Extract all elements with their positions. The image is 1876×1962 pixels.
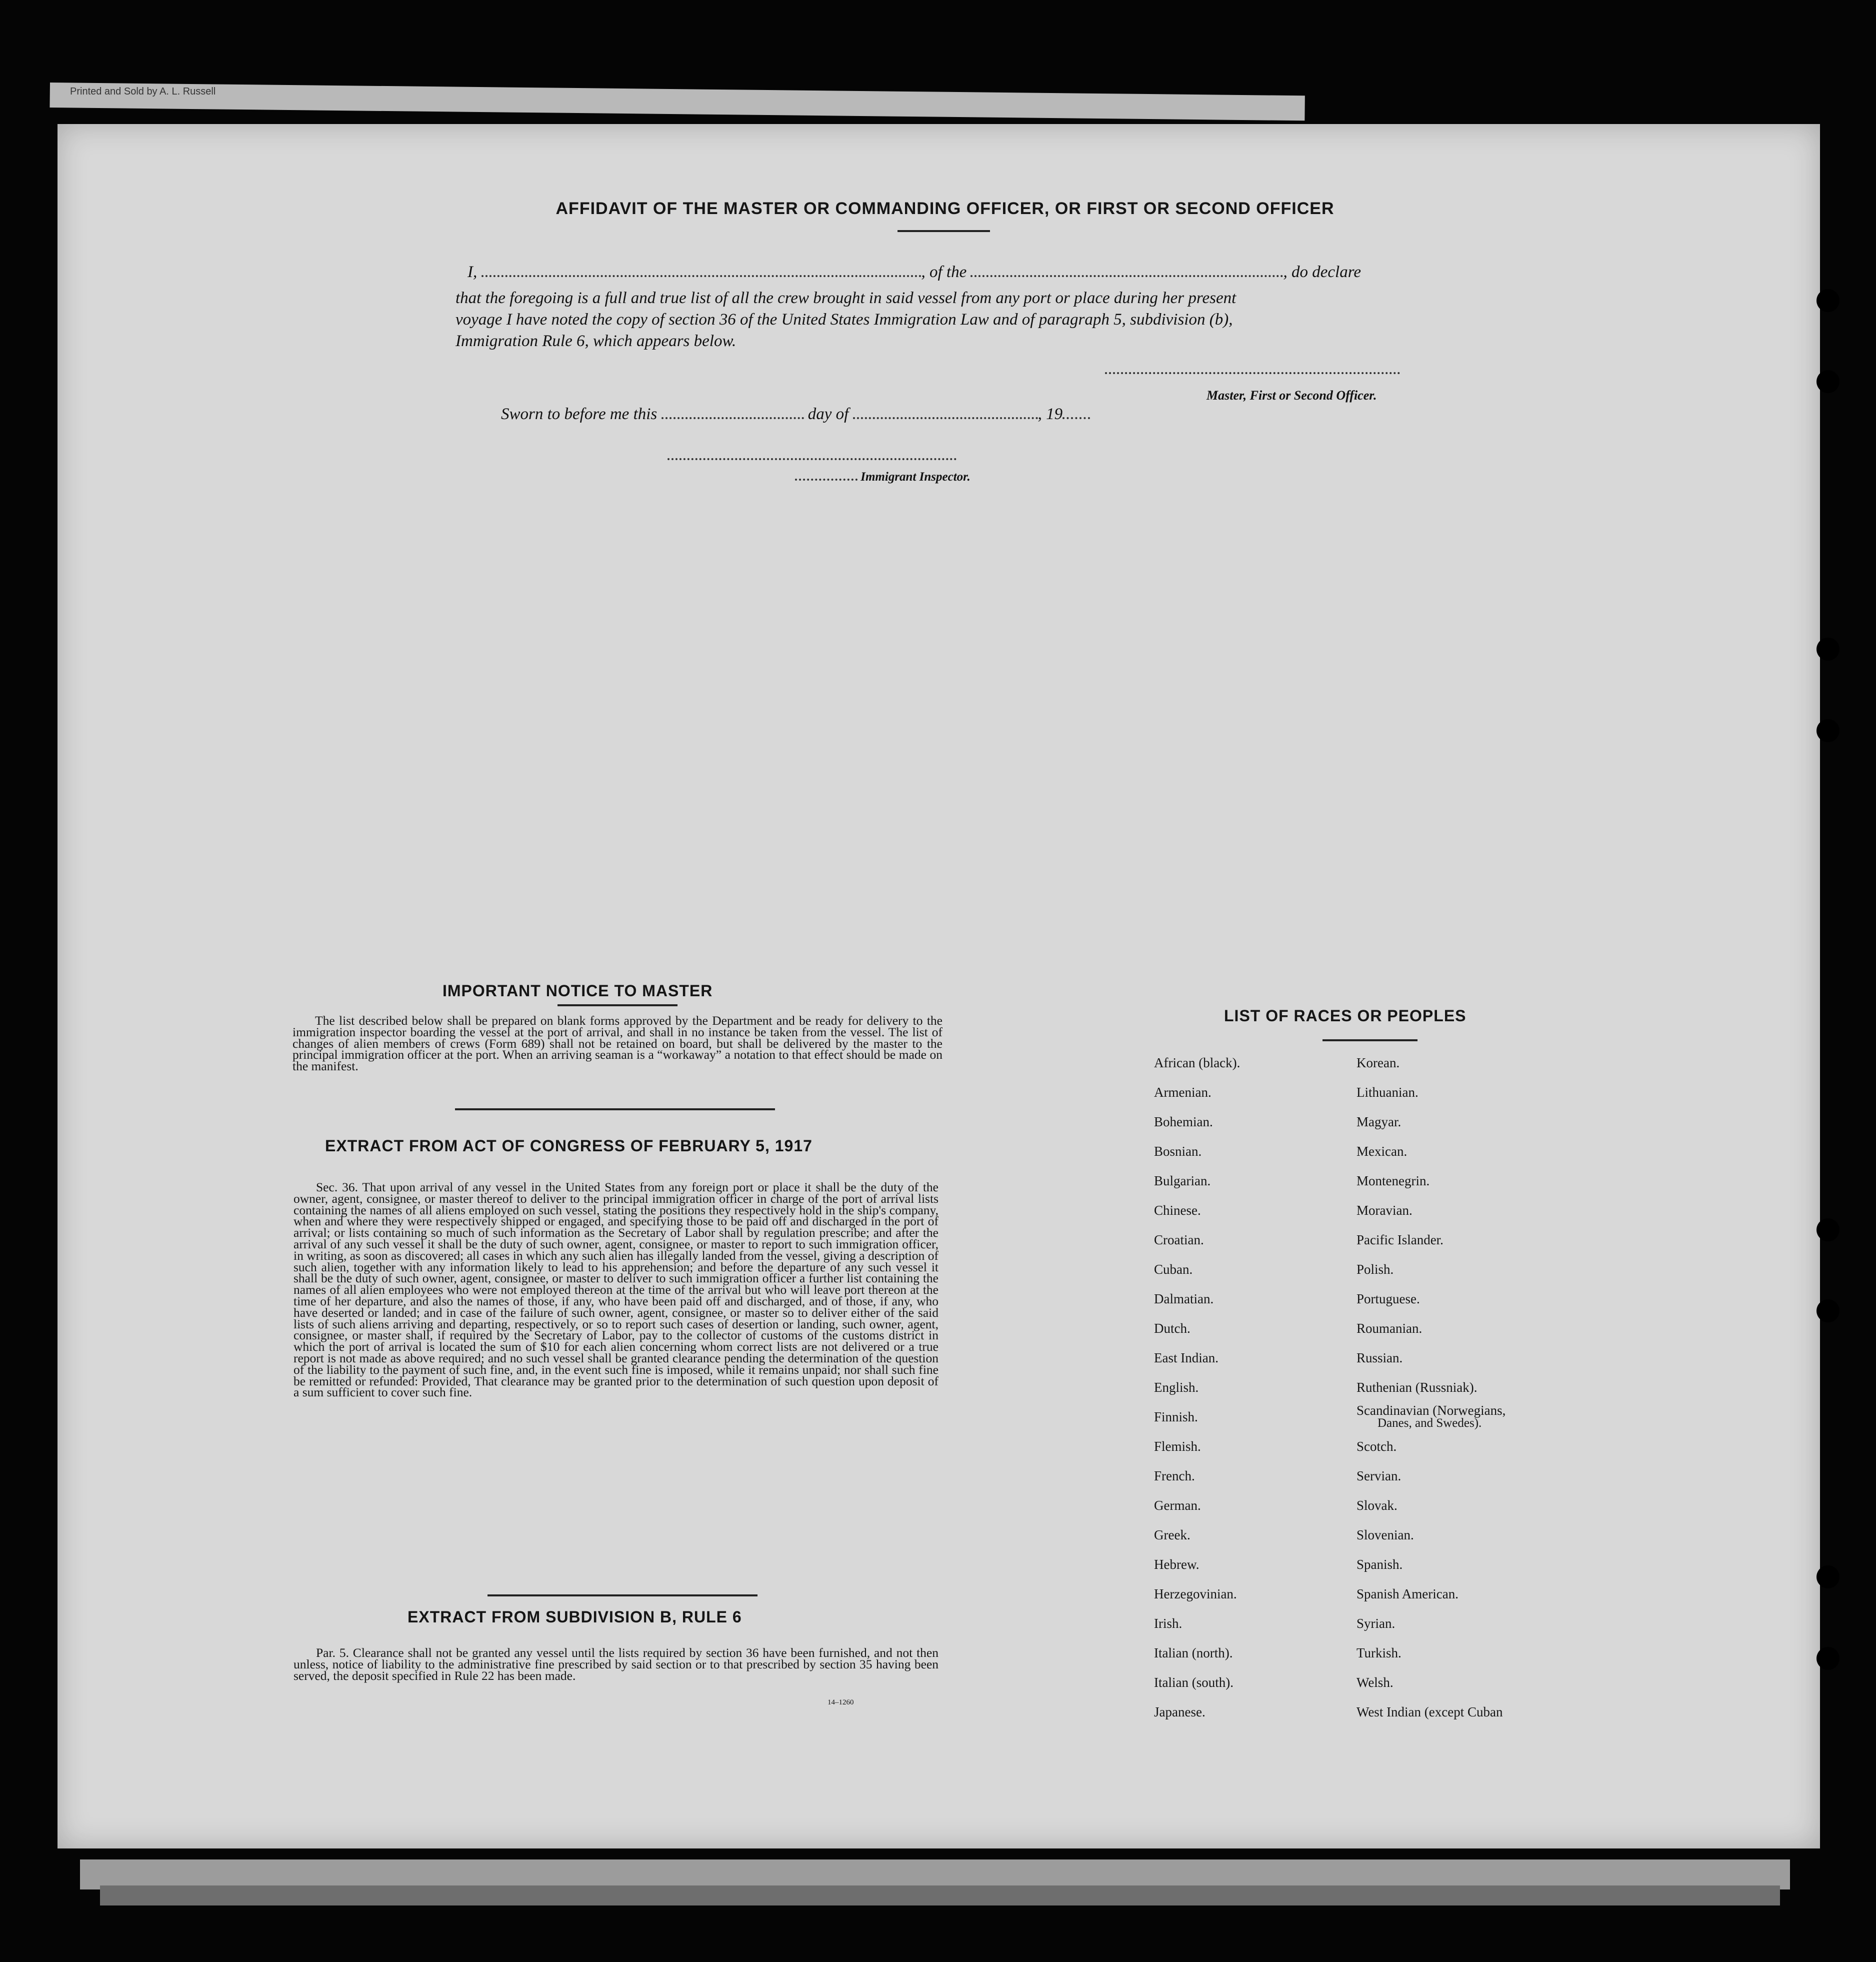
race-item: Ruthenian (Russniak). bbox=[1356, 1380, 1478, 1395]
affidavit-line4: Immigration Rule 6, which appears below. bbox=[456, 332, 736, 350]
race-item: Korean. bbox=[1356, 1055, 1400, 1070]
race-item: Montenegrin. bbox=[1356, 1173, 1430, 1188]
race-item: Flemish. bbox=[1154, 1439, 1201, 1454]
race-item: Polish. bbox=[1356, 1262, 1394, 1277]
sworn-month-blank bbox=[853, 417, 1038, 419]
master-caption: Master, First or Second Officer. bbox=[1206, 388, 1377, 403]
punch-hole bbox=[1816, 289, 1840, 312]
race-item: Finnish. bbox=[1154, 1409, 1198, 1424]
race-item: Croatian. bbox=[1154, 1232, 1204, 1247]
race-item: Moravian. bbox=[1356, 1203, 1412, 1218]
vessel-blank bbox=[970, 275, 1283, 277]
form-page bbox=[58, 124, 1820, 1848]
race-item: West Indian (except Cuban bbox=[1356, 1704, 1503, 1719]
race-item: Turkish. bbox=[1356, 1645, 1402, 1660]
race-item: Italian (north). bbox=[1154, 1645, 1233, 1660]
sworn-year-blank bbox=[1062, 417, 1090, 419]
race-item: Herzegovinian. bbox=[1154, 1586, 1237, 1601]
race-item: Cuban. bbox=[1154, 1262, 1193, 1277]
race-item: Dutch. bbox=[1154, 1321, 1190, 1336]
affidavit-line3: voyage I have noted the copy of section 36 of the United States Immigration Law and of paragraph 5, subdivision (b), bbox=[456, 311, 1233, 329]
race-item: Slovenian. bbox=[1356, 1527, 1414, 1542]
affidavit-line1 bbox=[468, 263, 1361, 282]
race-item: Syrian. bbox=[1356, 1616, 1396, 1631]
race-item: Scandinavian (Norwegians, bbox=[1356, 1403, 1506, 1418]
punch-hole bbox=[1816, 1647, 1840, 1670]
rule-top-rule bbox=[488, 1594, 758, 1596]
form-number: 14–1260 bbox=[828, 1698, 854, 1706]
inspector-caption bbox=[795, 470, 970, 484]
race-item: Servian. bbox=[1356, 1468, 1402, 1483]
race-item: Spanish. bbox=[1356, 1557, 1403, 1572]
inspector-blank bbox=[795, 479, 858, 481]
affidavit-title: AFFIDAVIT OF THE MASTER OR COMMANDING OFFICER, OR FIRST OR SECOND OFFICER bbox=[556, 199, 1334, 218]
sworn-year-label: , 19 bbox=[1038, 405, 1063, 423]
race-item: Roumanian. bbox=[1356, 1321, 1422, 1336]
race-item: Russian. bbox=[1356, 1350, 1403, 1365]
punch-hole bbox=[1816, 1218, 1840, 1241]
inspector-caption-text: Immigrant Inspector. bbox=[860, 470, 970, 484]
race-item: Bulgarian. bbox=[1154, 1173, 1211, 1188]
race-item-continuation: Danes, and Swedes). bbox=[1378, 1416, 1482, 1430]
notice-body: The list described below shall be prepared on blank forms approved by the Department and be ready for delivery to the immigration inspector boarding the vessel at the port of arrival, and shall in no instance be taken from the vessel. The list of changes of alien members of crews (Form 689) shall not be retained on board, but shall be delivered by the master to the principal immigration officer at the port. When an arriving seaman is a “workaway” a notation to that effect should be made on the manifest. bbox=[292, 1013, 942, 1074]
notice-title: IMPORTANT NOTICE TO MASTER bbox=[442, 982, 713, 1000]
race-item: Japanese. bbox=[1154, 1704, 1206, 1719]
race-item: Hebrew. bbox=[1154, 1557, 1200, 1572]
sworn-date-blank bbox=[662, 417, 804, 419]
race-item: Magyar. bbox=[1356, 1114, 1402, 1129]
punch-hole bbox=[1816, 370, 1840, 393]
title-rule bbox=[898, 230, 990, 232]
signature-line bbox=[1105, 372, 1400, 374]
race-item: African (black). bbox=[1154, 1055, 1240, 1070]
race-item: Chinese. bbox=[1154, 1203, 1201, 1218]
race-item: Welsh. bbox=[1356, 1675, 1394, 1690]
race-item: Slovak. bbox=[1356, 1498, 1398, 1513]
race-item: East Indian. bbox=[1154, 1350, 1218, 1365]
race-item: Mexican. bbox=[1356, 1144, 1408, 1159]
affidavit-line1-suffix: , do declare bbox=[1283, 263, 1361, 281]
notice-rule bbox=[558, 1004, 678, 1006]
race-item: Portuguese. bbox=[1356, 1291, 1420, 1306]
sworn-line bbox=[501, 405, 1090, 424]
rule-body: Par. 5. Clearance shall not be granted any vessel until the lists required by section 36 have been furnished, and not then unless, notice of liability to the administrative fine prescribed by said section or to that prescribed by section 35 having been served, the deposit specified in Rule 22 has been made. bbox=[294, 1645, 938, 1683]
punch-hole bbox=[1816, 1565, 1840, 1588]
punch-hole bbox=[1816, 719, 1840, 742]
printer-strip bbox=[50, 83, 1304, 121]
punch-hole bbox=[1816, 638, 1840, 661]
inspector-line bbox=[668, 458, 956, 460]
race-item: Dalmatian. bbox=[1154, 1291, 1214, 1306]
act-body: Sec. 36. That upon arrival of any vessel in the United States from any foreign port or place it shall be the duty of the owner, agent, consignee, or master thereof to deliver to the principal immigration officer in charge of the port of arrival lists containing the names of all aliens employed on such vessel, stating the positions they respectively hold in the ship's company, when and where they were respectively shipped or engaged, and specifying those to be paid off and discharged in the port of arrival; or lists containing so much of such information as the Secretary of Labor shall by regulation prescribe; and after the arrival of any such vessel it shall be the duty of such owner, agent, consignee, or master to report to such immigration officer, in writing, as soon as discovered; all cases in which any such alien has illegally landed from the vessel, giving a description of such alien, together with any information likely to lead to his apprehension; and before the departure of any such vessel it shall be the duty of such owner, agent, consignee, or master to deliver to such immigration officer a further list containing the names of all alien employees who were not employed thereon at the time of the arrival but who will leave port thereon at the time of her departure, and also the names of those, if any, who have been paid off and discharged, and of those, if any, who have deserted or landed; and in case of the failure of such owner, agent, consignee, or master so to deliver either of the said lists of such aliens arriving and departing, respectively, or so to report such cases of desertion or landing, such owner, agent, consignee, or master shall, if required by the Secretary of Labor, pay to the collector of customs of the customs district in which the port of arrival is located the sum of $10 for each alien concerning whom correct lists are not delivered or a true report is not made as above required; and no such vessel shall be granted clearance pending the determination of the question of the liability to the payment of such fine, and, in the event such fine is imposed, while it remains unpaid; nor shall such fine be remitted or refunded: Provided, That clearance may be granted prior to the determination of such question upon deposit of a sum sufficient to cover such fine. bbox=[294, 1180, 938, 1400]
affidavit-line1-mid: , of the bbox=[921, 263, 967, 281]
race-item: Pacific Islander. bbox=[1356, 1232, 1444, 1247]
race-item: Bosnian. bbox=[1154, 1144, 1202, 1159]
race-item: Irish. bbox=[1154, 1616, 1182, 1631]
race-item: German. bbox=[1154, 1498, 1201, 1513]
underlying-sheet bbox=[80, 1859, 1790, 1889]
race-item: Greek. bbox=[1154, 1527, 1190, 1542]
rule-title: EXTRACT FROM SUBDIVISION B, RULE 6 bbox=[408, 1608, 742, 1626]
sworn-day-label: day of bbox=[808, 405, 849, 423]
sworn-prefix: Sworn to before me this bbox=[501, 405, 658, 423]
act-top-rule bbox=[455, 1108, 775, 1110]
punch-hole bbox=[1816, 1299, 1840, 1322]
races-title: LIST OF RACES OR PEOPLES bbox=[1224, 1007, 1466, 1025]
race-item: French. bbox=[1154, 1468, 1195, 1483]
race-item: Spanish American. bbox=[1356, 1586, 1458, 1601]
affidavit-line2: that the foregoing is a full and true list of all the crew brought in said vessel from any port or place during her present bbox=[456, 289, 1236, 307]
race-item: Lithuanian. bbox=[1356, 1085, 1418, 1100]
race-item: Armenian. bbox=[1154, 1085, 1212, 1100]
races-rule bbox=[1322, 1039, 1418, 1041]
race-item: Italian (south). bbox=[1154, 1675, 1234, 1690]
underlying-sheet-edge bbox=[100, 1885, 1780, 1905]
printer-strip-text: Printed and Sold by A. L. Russell bbox=[70, 86, 216, 97]
race-item: Bohemian. bbox=[1154, 1114, 1213, 1129]
name-blank bbox=[482, 275, 922, 277]
act-title: EXTRACT FROM ACT OF CONGRESS OF FEBRUARY 5, 1917 bbox=[325, 1137, 812, 1155]
affidavit-line1-prefix: I, bbox=[468, 263, 478, 281]
race-item: Scotch. bbox=[1356, 1439, 1397, 1454]
race-item: English. bbox=[1154, 1380, 1199, 1395]
